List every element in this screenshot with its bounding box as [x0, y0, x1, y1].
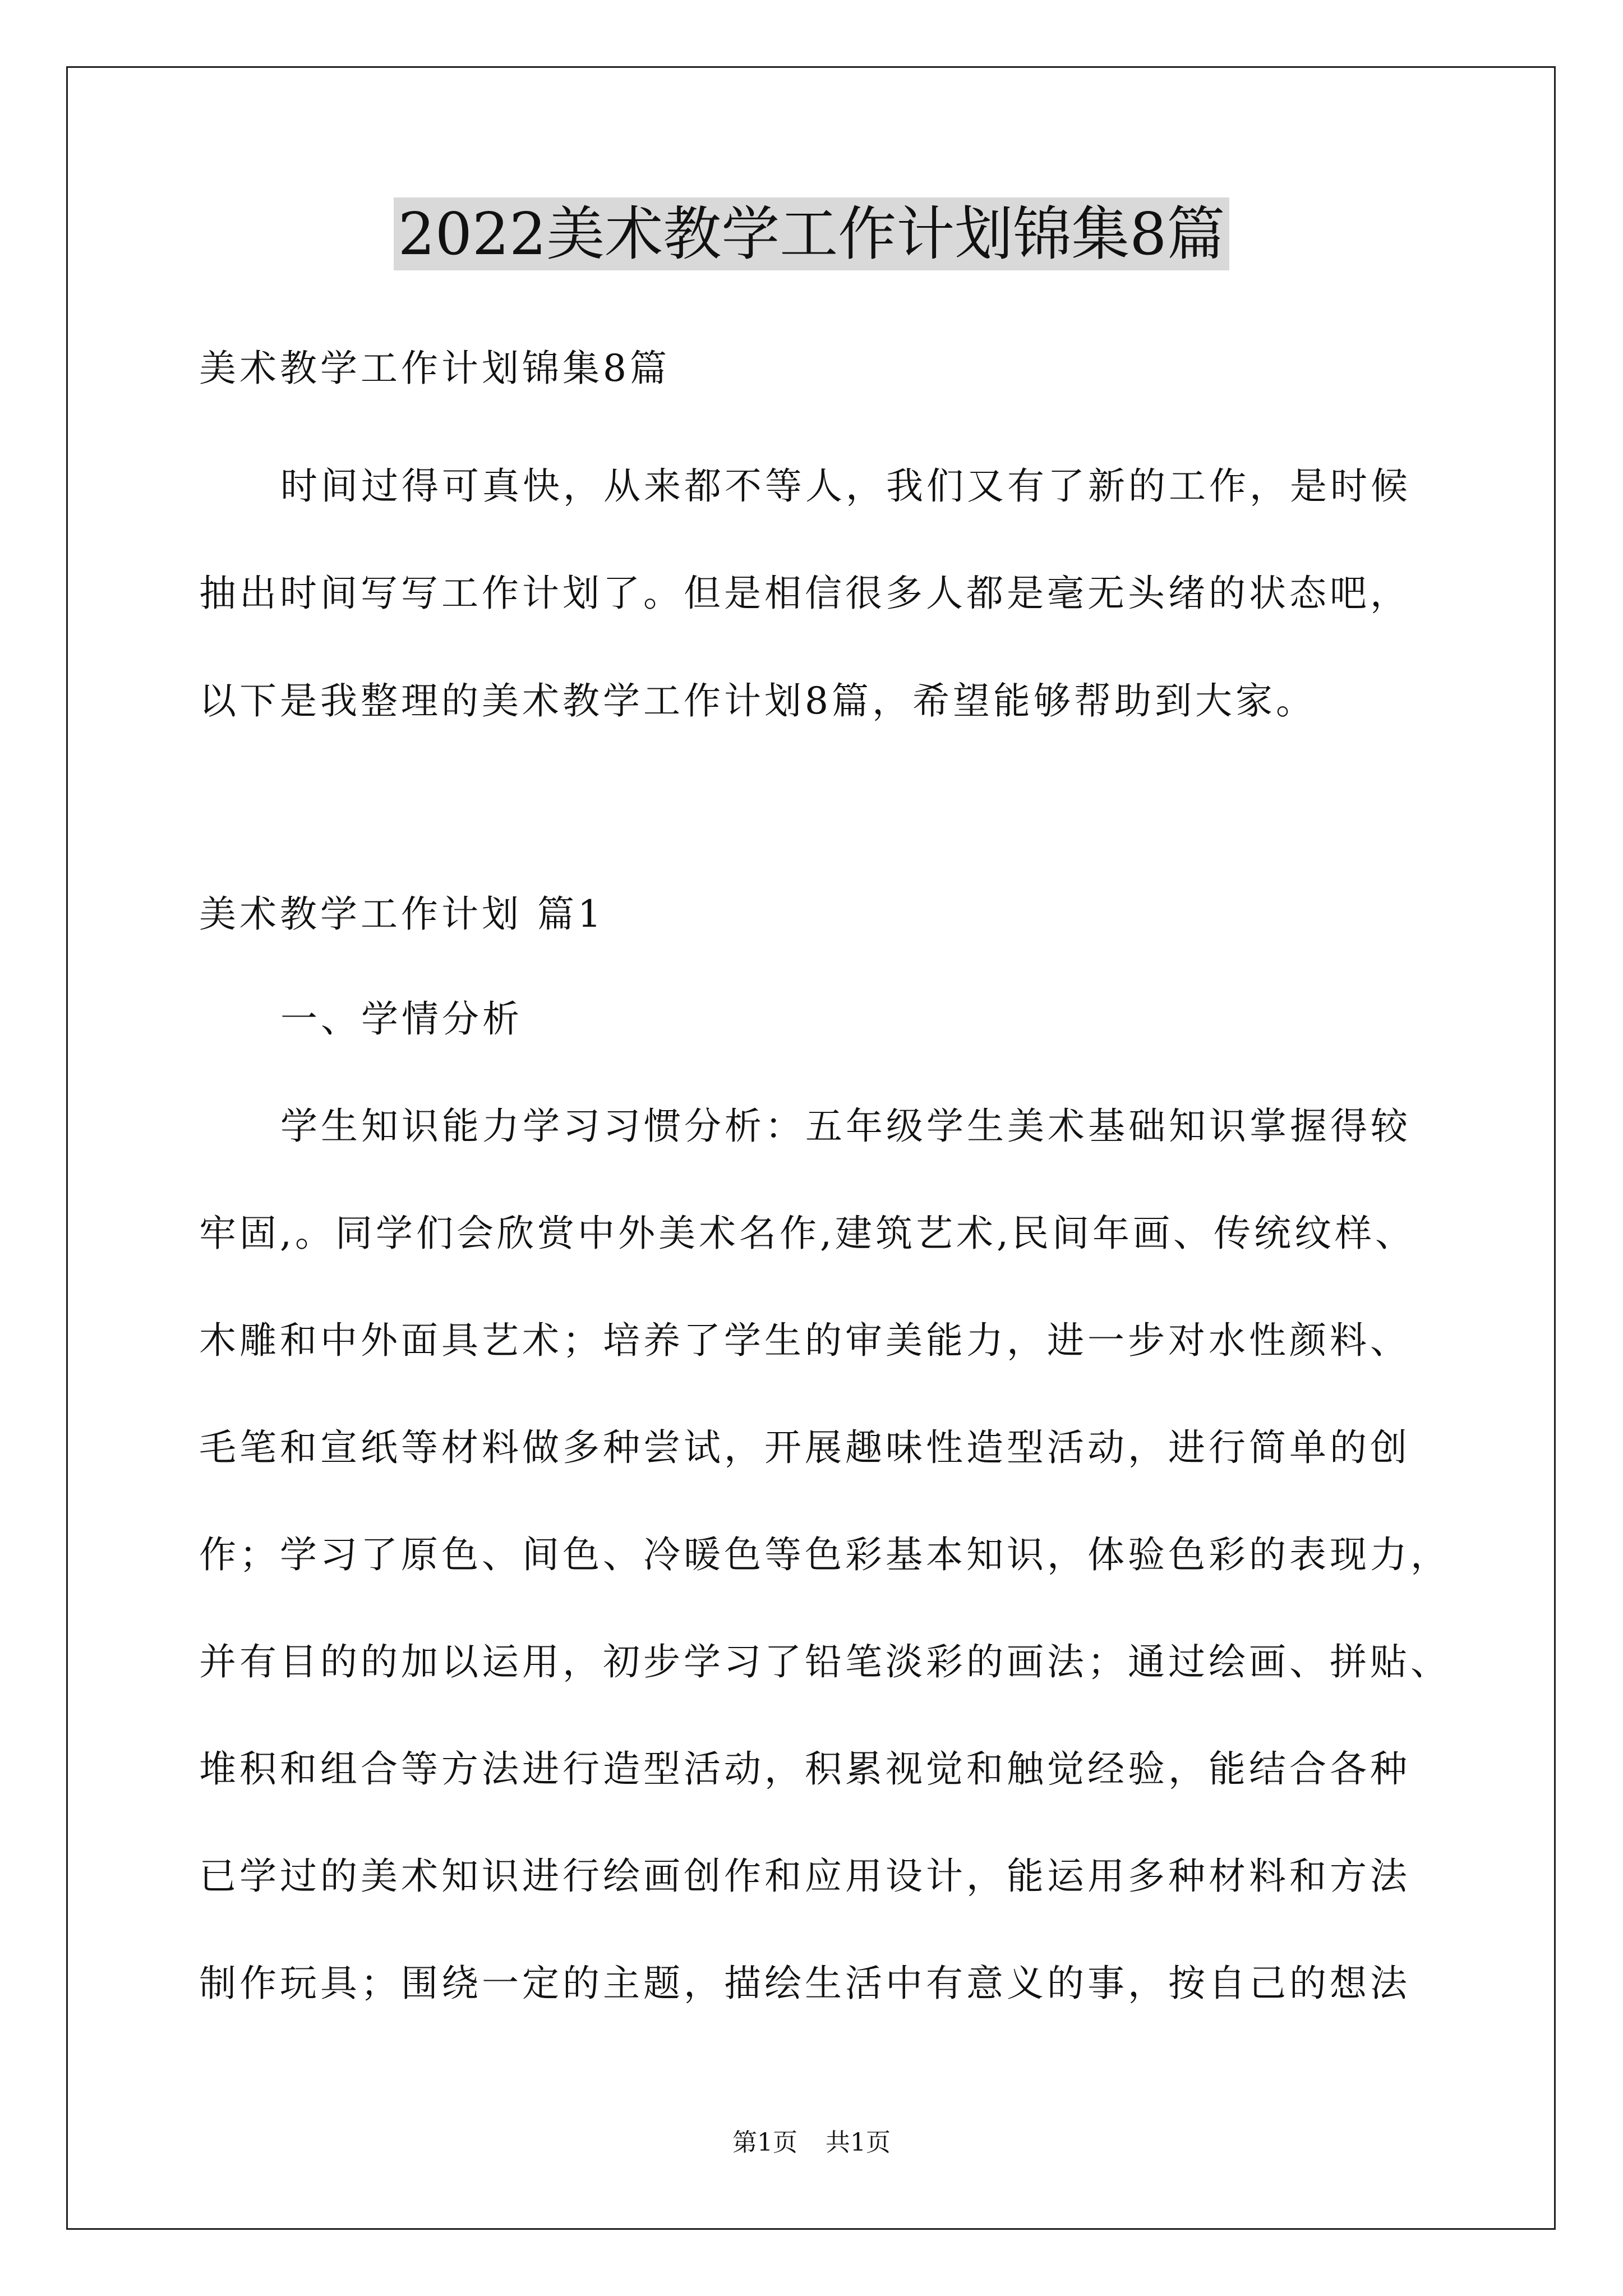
body-line: 毛笔和宣纸等材料做多种尝试，开展趣味性造型活动，进行简单的创 [199, 1426, 1410, 1469]
intro-line: 以下是我整理的美术教学工作计划8篇，希望能够帮助到大家。 [199, 679, 1316, 723]
document-subtitle: 美术教学工作计划锦集8篇 [199, 347, 670, 390]
body-line: 制作玩具；围绕一定的主题，描绘生活中有意义的事，按自己的想法 [199, 1962, 1410, 2005]
body-line: 作；学习了原色、间色、冷暖色等色彩基本知识，体验色彩的表现力， [199, 1533, 1451, 1576]
page-footer [0, 2126, 1623, 2160]
body-line: 已学过的美术知识进行绘画创作和应用设计，能运用多种材料和方法 [199, 1855, 1410, 1898]
body-line: 牢固,。同学们会欣赏中外美术名作,建筑艺术,民间年画、传统纹样、 [199, 1212, 1415, 1255]
body-line: 堆积和组合等方法进行造型活动，积累视觉和触觉经验，能结合各种 [199, 1747, 1410, 1791]
document-title [0, 197, 1623, 270]
intro-line: 抽出时间写写工作计划了。但是相信很多人都是毫无头绪的状态吧， [199, 572, 1410, 615]
body-line: 学生知识能力学习习惯分析：五年级学生美术基础知识掌握得较 [280, 1105, 1411, 1148]
body-line: 并有目的的加以运用，初步学习了铅笔淡彩的画法；通过绘画、拼贴、 [199, 1640, 1451, 1683]
page-total: 共1页 [826, 2128, 891, 2157]
subsection-heading: 一、学情分析 [280, 997, 523, 1041]
section-heading: 美术教学工作计划 篇1 [199, 892, 605, 936]
body-line: 木雕和中外面具艺术；培养了学生的审美能力，进一步对水性颜料、 [199, 1319, 1410, 1362]
page-number: 第1页 [732, 2128, 797, 2157]
document-title-text: 2022美术教学工作计划锦集8篇 [394, 197, 1230, 270]
intro-line: 时间过得可真快，从来都不等人，我们又有了新的工作，是时候 [280, 464, 1411, 508]
